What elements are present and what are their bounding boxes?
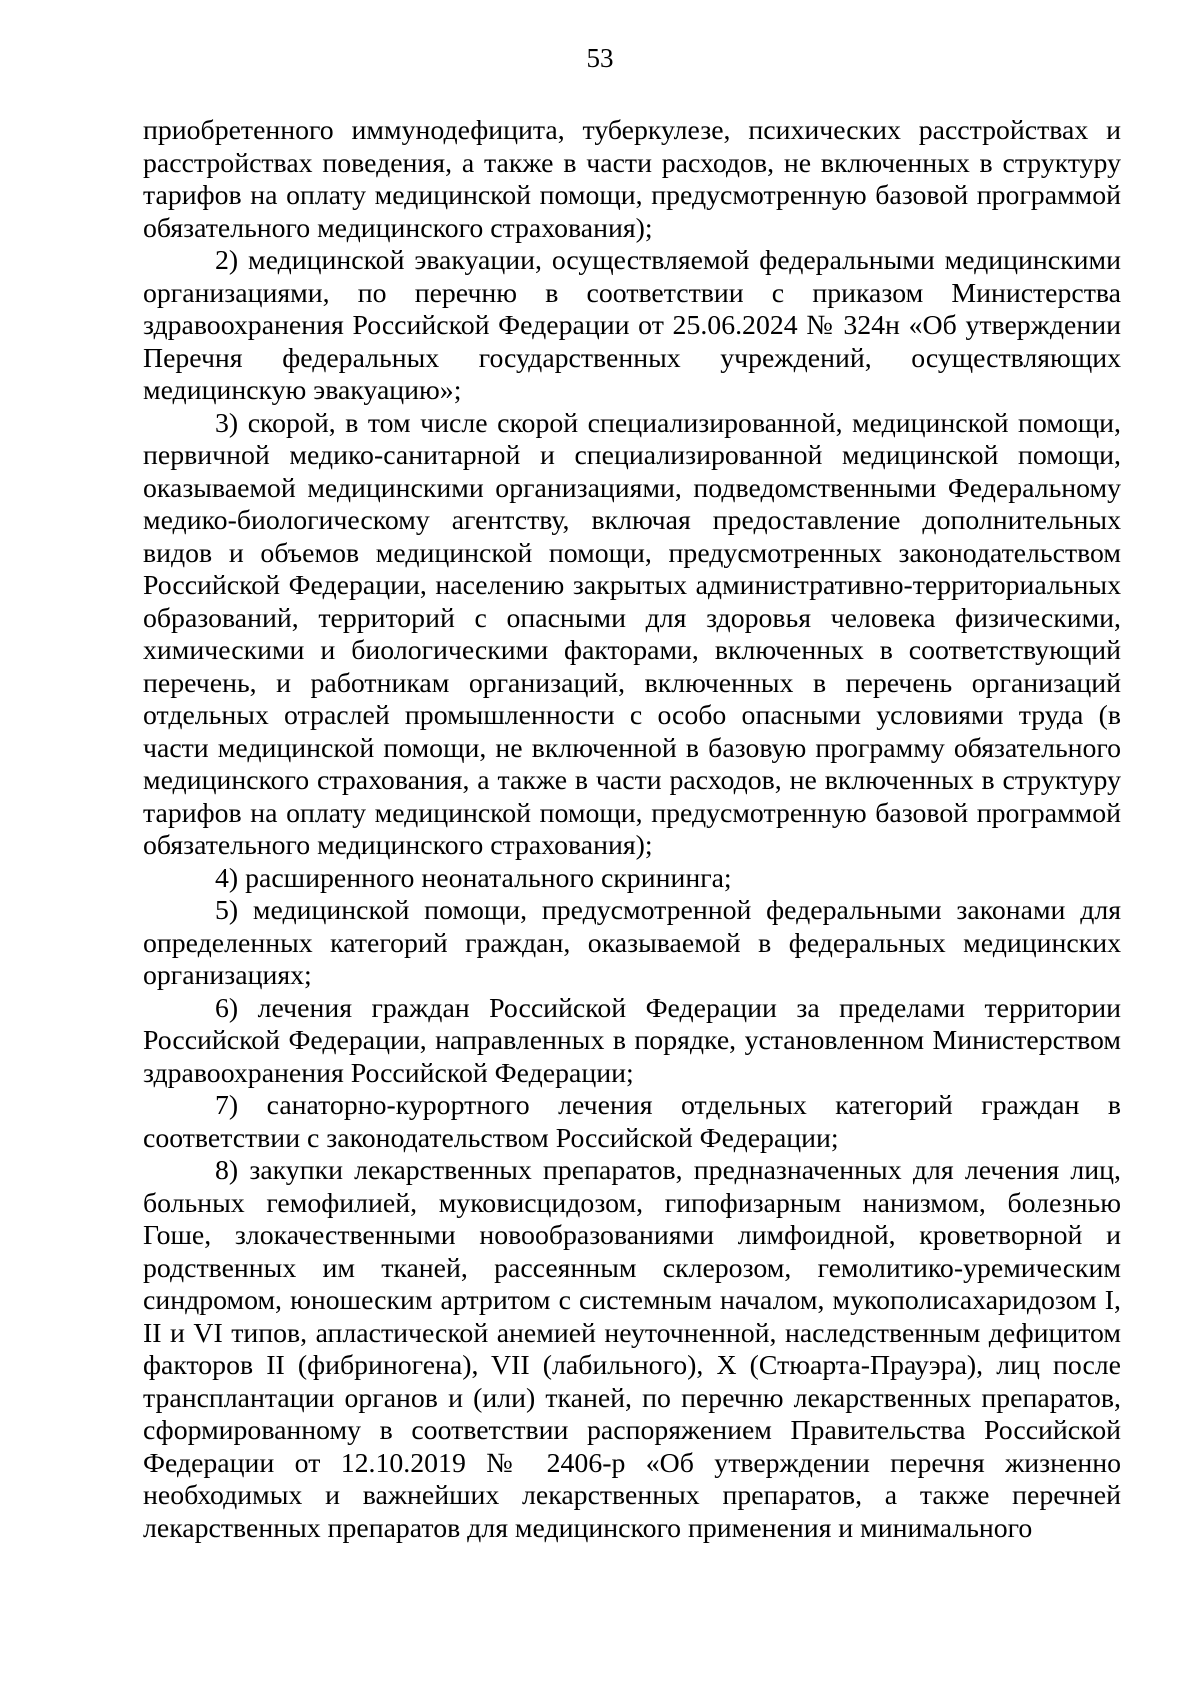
paragraph-item-8: 8) закупки лекарственных препаратов, предназначенных для лечения лиц, больных гемофилией, муковисцидозом, гипофизарным нанизмом, болезнью Гоше, злокачественными новообразованиями лимфоидной, кроветворной и родственных им тканей, рассеянным склерозом, гемолитико-уремическим синдромом, юношеским артритом с системным началом, мукополисахаридозом I, II и VI типов, апластической анемией неуточненной, наследственным дефицитом факторов II (фибриногена), VII (лабильного), X (Стюарта-Прауэра), лиц после трансплантации органов и (или) тканей, по перечню лекарственных препаратов, сформированному в соответствии распоряжением Правительства Российской Федерации от 12.10.2019 № 2406-р «Об утверждении перечня жизненно необходимых и важнейших лекарственных препаратов, а также перечней лекарственных препаратов для медицинского применения и минимального	[143, 1155, 1121, 1544]
paragraph-item-4: 4) расширенного неонатального скрининга;	[215, 862, 732, 894]
paragraph-item-6: 6) лечения граждан Российской Федерации за пределами территории Российской Федерации, направленных в порядке, установленном Министерством здравоохранения Российской Федерации;	[143, 992, 1121, 1089]
paragraph-item-2: 2) медицинской эвакуации, осуществляемой федеральными медицинскими организациями, по перечню в соответствии с приказом Министерства здравоохранения Российской Федерации от 25.06.2024 № 324н «Об утверждении Перечня федеральных государственных учреждений, осуществляющих медицинскую эвакуацию»;	[143, 245, 1121, 406]
paragraph-item-5: 5) медицинской помощи, предусмотренной федеральными законами для определенных категорий граждан, оказываемой в федеральных медицинских организациях;	[143, 895, 1121, 991]
paragraph-item-3: 3) скорой, в том числе скорой специализированной, медицинской помощи, первичной медико-санитарной и специализированной медицинской помощи, оказываемой медицинскими организациями, подведомственными Федеральному медико-биологическому агентству, включая предоставление дополнительных видов и объемов медицинской помощи, предусмотренных законодательством Российской Федерации, населению закрытых административно-территориальных образований, территорий с опасными для здоровья человека физическими, химическими и биологическими факторами, включенных в соответствующий перечень, и работникам организаций, включенных в перечень организаций отдельных отраслей промышленности с особо опасными условиями труда (в части медицинской помощи, не включенной в базовую программу обязательного медицинского страхования, а также в части расходов, не включенных в структуру тарифов на оплату медицинской помощи, предусмотренную базовой программой обязательного медицинского страхования);	[143, 407, 1121, 861]
paragraph-item-7: 7) санаторно-курортного лечения отдельных категорий граждан в соответствии с законодательством Российской Федерации;	[143, 1090, 1121, 1154]
body-text	[143, 115, 1121, 1545]
paragraph-continuation: приобретенного иммунодефицита, туберкулезе, психических расстройствах и расстройствах поведения, а также в части расходов, не включенных в структуру тарифов на оплату медицинской помощи, предусмотренную базовой программой обязательного медицинского страхования);	[143, 115, 1121, 244]
page-number: 53	[586, 43, 614, 73]
